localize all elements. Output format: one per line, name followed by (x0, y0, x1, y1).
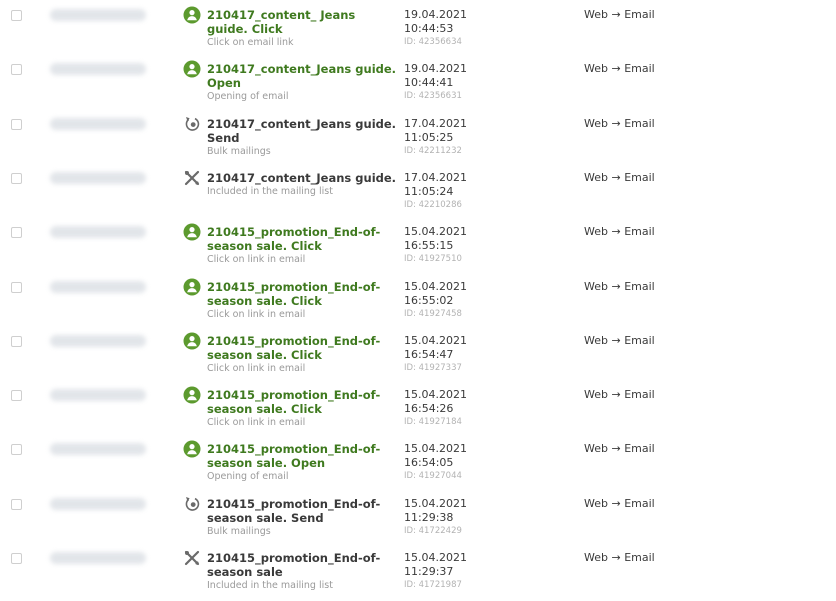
event-id: ID: 42210286 (404, 199, 462, 210)
event-row[interactable] (0, 163, 836, 217)
event-time: 16:54:05 (404, 456, 454, 470)
event-datetime (404, 62, 467, 103)
bulk-send-icon (183, 115, 201, 133)
event-title[interactable] (207, 8, 397, 49)
event-time: 16:54:26 (404, 402, 454, 416)
row-checkbox[interactable] (11, 173, 22, 184)
event-row[interactable] (0, 272, 836, 326)
event-subtitle: Click on link in email (207, 254, 306, 266)
user-click-icon (183, 386, 201, 404)
bulk-send-icon (183, 495, 201, 513)
event-title-text: 210415_promotion_End-of-season sale. Click (207, 225, 381, 254)
event-subtitle: Included in the mailing list (207, 580, 333, 591)
blurred-contact-name (50, 172, 146, 184)
event-date: 15.04.2021 (404, 225, 467, 239)
event-channel: Web → Email (584, 551, 655, 564)
event-channel: Web → Email (584, 442, 655, 456)
event-subtitle: Click on email link (207, 37, 294, 48)
event-channel: Web → Email (584, 496, 655, 510)
event-time: 11:05:24 (404, 184, 454, 198)
event-time: 11:05:25 (404, 130, 454, 144)
event-row[interactable] (0, 489, 836, 543)
event-title-text: 210415_promotion_End-of-season sale (207, 551, 381, 579)
event-id: ID: 41927510 (404, 254, 462, 265)
row-checkbox[interactable] (11, 444, 22, 455)
event-time: 16:55:15 (404, 239, 454, 253)
event-time: 10:44:53 (404, 22, 454, 35)
event-date: 15.04.2021 (404, 279, 467, 293)
user-open-icon (183, 60, 201, 78)
event-date: 15.04.2021 (404, 551, 467, 564)
event-id: ID: 41927184 (404, 417, 462, 428)
event-row[interactable] (0, 217, 836, 271)
user-click-icon (183, 223, 201, 241)
event-id: ID: 41722429 (404, 525, 462, 536)
event-time: 11:29:37 (404, 565, 454, 578)
blurred-contact-name (50, 552, 146, 564)
event-title[interactable] (207, 334, 397, 375)
row-checkbox[interactable] (11, 390, 22, 401)
event-id: ID: 41927458 (404, 308, 462, 319)
event-datetime (404, 497, 467, 538)
event-date: 15.04.2021 (404, 333, 467, 347)
user-click-icon (183, 6, 201, 24)
event-date: 15.04.2021 (404, 388, 467, 402)
blurred-contact-name (50, 118, 146, 130)
row-checkbox[interactable] (11, 10, 22, 21)
event-datetime (404, 551, 467, 592)
event-datetime (404, 442, 467, 483)
event-date: 17.04.2021 (404, 116, 467, 130)
event-title-text: 210415_promotion_End-of-season sale. Click (207, 333, 381, 362)
event-subtitle: Included in the mailing list (207, 185, 333, 197)
event-subtitle: Opening of email (207, 91, 289, 103)
blurred-contact-name (50, 335, 146, 347)
event-datetime (404, 225, 467, 266)
event-time: 16:54:47 (404, 347, 454, 361)
event-title-text: 210415_promotion_End-of-season sale. Click (207, 388, 381, 417)
event-row[interactable] (0, 543, 836, 597)
event-id: ID: 41721987 (404, 580, 462, 590)
event-title-text: 210415_promotion_End-of-season sale. Send (207, 496, 381, 525)
event-title-text: 210417_content_Jeans guide. Open (207, 62, 397, 91)
blurred-contact-name (50, 443, 146, 455)
event-title-text: 210417_content_Jeans guide. Send (207, 116, 397, 145)
event-subtitle: Bulk mailings (207, 145, 271, 157)
user-click-icon (183, 332, 201, 350)
event-datetime (404, 280, 467, 321)
row-checkbox[interactable] (11, 64, 22, 75)
event-title (207, 171, 397, 198)
event-datetime (404, 117, 467, 158)
row-checkbox[interactable] (11, 553, 22, 564)
event-channel: Web → Email (584, 225, 655, 239)
mailing-list-icon (183, 549, 201, 567)
event-channel: Web → Email (584, 333, 655, 347)
event-id: ID: 41927337 (404, 362, 462, 373)
event-title[interactable] (207, 388, 397, 429)
event-channel: Web → Email (584, 62, 655, 76)
event-subtitle: Click on link in email (207, 417, 306, 429)
event-date: 17.04.2021 (404, 170, 467, 184)
event-id: ID: 41927044 (404, 471, 462, 482)
user-open-icon (183, 440, 201, 458)
event-time: 16:55:02 (404, 293, 454, 307)
event-date: 19.04.2021 (404, 8, 467, 21)
event-subtitle: Opening of email (207, 471, 289, 483)
event-datetime (404, 171, 467, 212)
blurred-contact-name (50, 226, 146, 238)
event-title[interactable] (207, 225, 397, 266)
event-title (207, 117, 397, 158)
blurred-contact-name (50, 9, 146, 21)
blurred-contact-name (50, 281, 146, 293)
row-checkbox[interactable] (11, 336, 22, 347)
event-channel: Web → Email (584, 170, 655, 184)
event-subtitle: Click on link in email (207, 308, 306, 320)
event-id: ID: 42356631 (404, 91, 462, 102)
event-date: 19.04.2021 (404, 62, 467, 76)
event-title (207, 551, 397, 592)
event-row[interactable] (0, 380, 836, 434)
event-title (207, 497, 397, 538)
event-subtitle: Bulk mailings (207, 525, 271, 537)
blurred-contact-name (50, 63, 146, 75)
event-row[interactable] (0, 109, 836, 163)
event-channel: Web → Email (584, 116, 655, 130)
event-title-text: 210415_promotion_End-of-season sale. Open (207, 442, 381, 471)
event-title[interactable] (207, 442, 397, 483)
blurred-contact-name (50, 498, 146, 510)
event-datetime (404, 388, 467, 429)
event-time: 11:29:38 (404, 510, 454, 524)
event-date: 15.04.2021 (404, 442, 467, 456)
event-date: 15.04.2021 (404, 496, 467, 510)
blurred-contact-name (50, 389, 146, 401)
row-checkbox[interactable] (11, 499, 22, 510)
event-channel: Web → Email (584, 279, 655, 293)
event-title[interactable] (207, 280, 397, 321)
event-row[interactable] (0, 54, 836, 108)
row-checkbox[interactable] (11, 119, 22, 130)
event-datetime (404, 8, 467, 49)
event-row[interactable] (0, 434, 836, 488)
row-checkbox[interactable] (11, 227, 22, 238)
event-title-text: 210415_promotion_End-of-season sale. Click (207, 279, 381, 308)
mailing-list-icon (183, 169, 201, 187)
event-row[interactable] (0, 326, 836, 380)
event-channel: Web → Email (584, 388, 655, 402)
event-channel: Web → Email (584, 8, 655, 21)
event-title[interactable] (207, 62, 397, 103)
event-id: ID: 42356634 (404, 37, 462, 47)
event-time: 10:44:41 (404, 76, 454, 90)
event-title-text: 210417_content_ Jeans guide. Click (207, 8, 356, 36)
event-datetime (404, 334, 467, 375)
user-click-icon (183, 278, 201, 296)
event-title-text: 210417_content_Jeans guide. (207, 170, 397, 185)
row-checkbox[interactable] (11, 282, 22, 293)
event-row[interactable] (0, 0, 836, 54)
event-subtitle: Click on link in email (207, 362, 306, 374)
event-id: ID: 42211232 (404, 145, 462, 156)
